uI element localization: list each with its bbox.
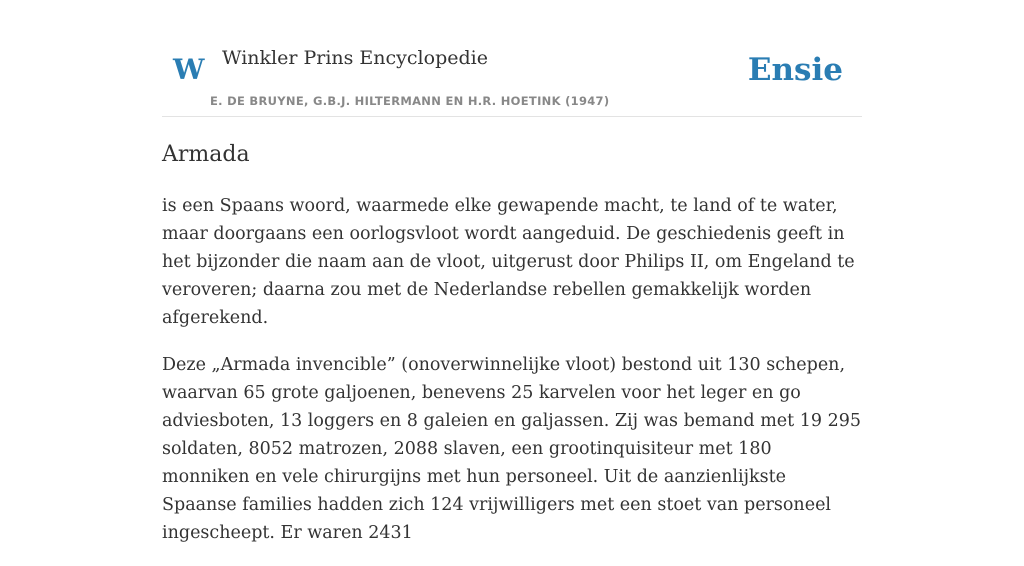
article-body bbox=[162, 192, 862, 566]
site-header bbox=[162, 0, 862, 117]
ensie-logo-link[interactable]: Ensie bbox=[747, 52, 843, 88]
article-title: Armada bbox=[162, 142, 250, 167]
encyclopedia-logo-icon[interactable]: W bbox=[173, 53, 205, 86]
encyclopedia-title[interactable]: Winkler Prins Encyclopedie bbox=[222, 47, 488, 69]
encyclopedia-authors: E. DE BRUYNE, G.B.J. HILTERMANN EN H.R. HOETINK (1947) bbox=[210, 94, 610, 108]
article-paragraph: is een Spaans woord, waarmede elke gewapende macht, te land of te water, maar doorgaans een oorlogsvloot wordt aangeduid. De geschiedenis geeft in het bijzonder die naam aan de vloot, uitgerust door Philips II, om Engeland te veroveren; daarna zou met de Nederlandse rebellen gemakkelijk worden afgerekend. bbox=[162, 196, 855, 328]
article-paragraph: Deze „Armada invencible” (onoverwinnelijke vloot) bestond uit 130 schepen, waarvan 65 grote galjoenen, benevens 25 karvelen voor het leger en go adviesboten, 13 loggers en 8 galeien en galjassen. Zij was bemand met 19 295 soldaten, 8052 matrozen, 2088 slaven, een grootinquisiteur met 180 monniken en vele chirurgijns met hun personeel. Uit de aanzienlijkste Spaanse families hadden zich 124 vrijwilligers met een stoet van personeel ingescheept. Er waren 2431 bbox=[162, 355, 861, 543]
